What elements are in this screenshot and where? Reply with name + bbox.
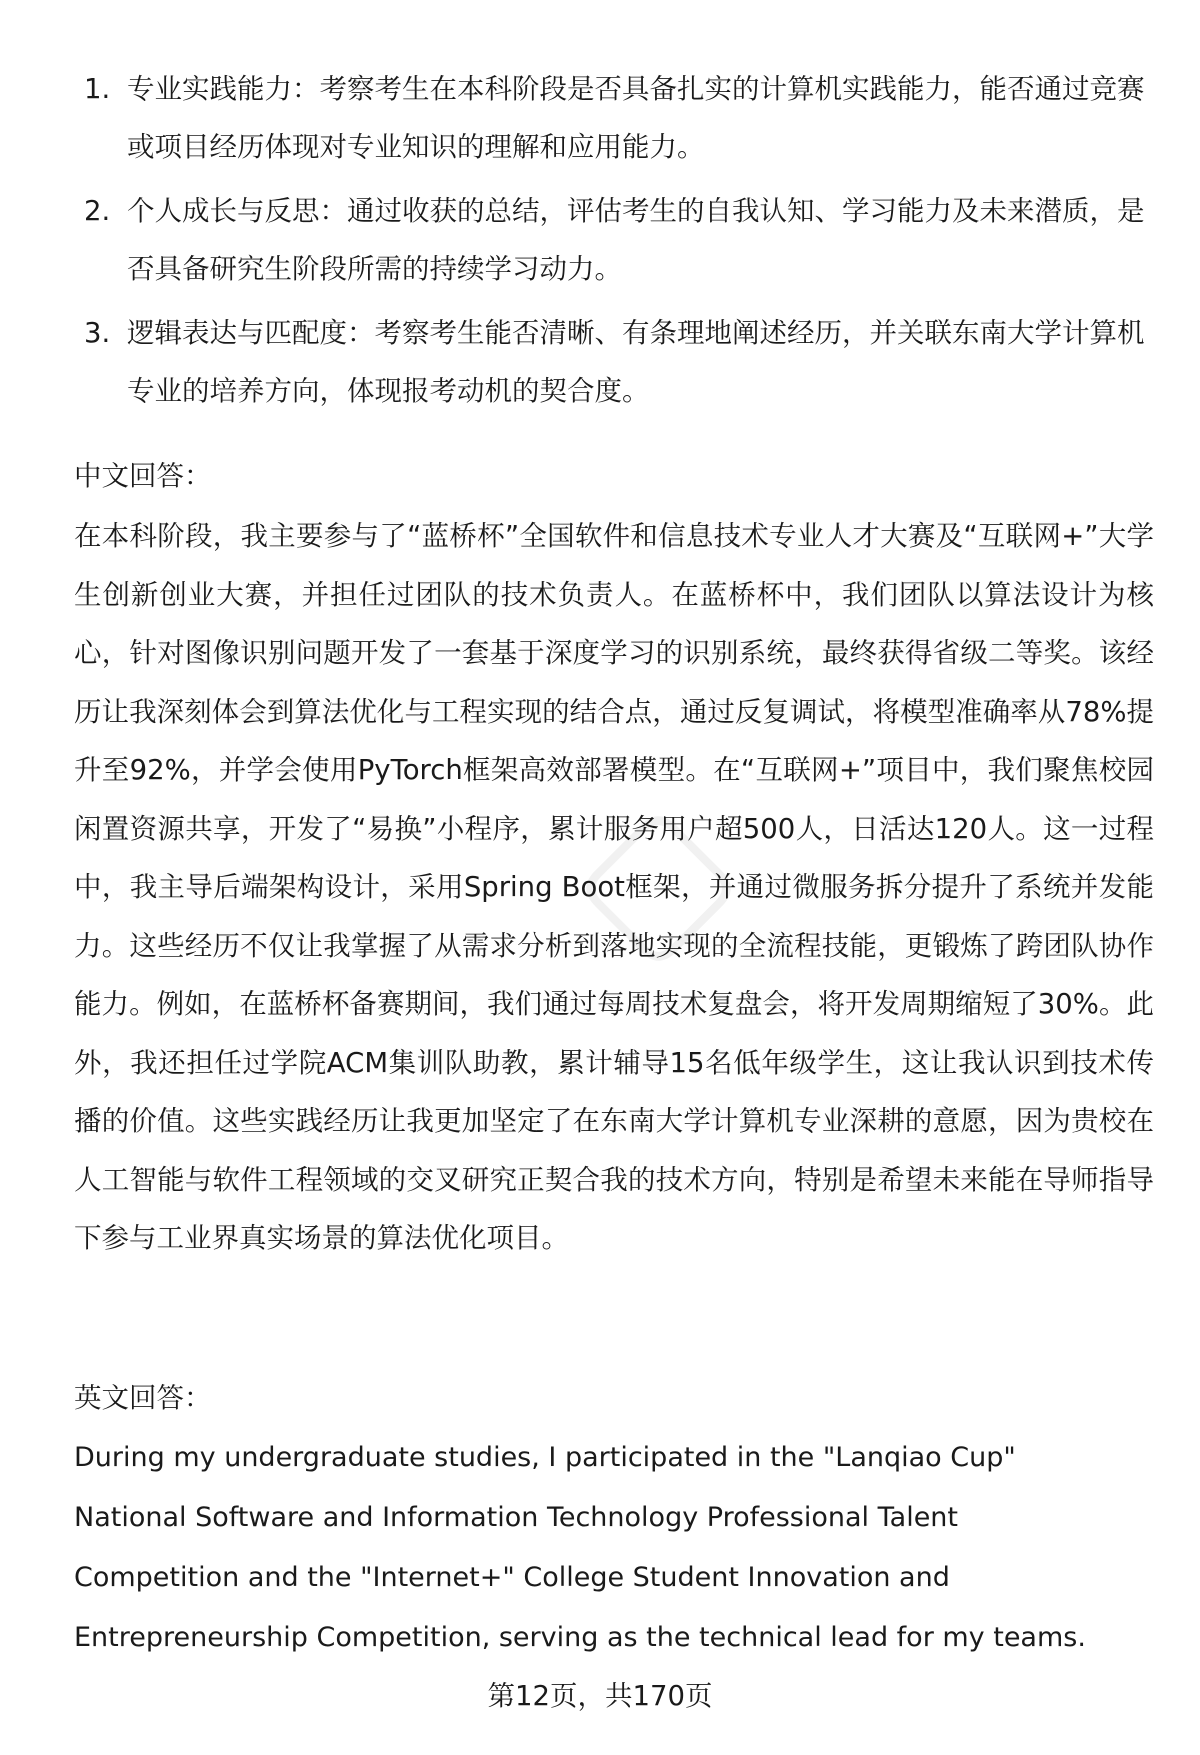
english-answer-paragraph — [74, 1428, 1154, 1668]
english-answer-line: Competition and the "Internet+" College Student Innovation and — [74, 1562, 950, 1593]
criteria-number: 3. — [84, 317, 111, 349]
criteria-text: 个人成长与反思：通过收获的总结，评估考生的自我认知、学习能力及未来潜质，是否具备研究生阶段所需的持续学习动力。 — [127, 195, 1145, 285]
page-number-footer: 第12页，共170页 — [487, 1680, 713, 1712]
evaluation-criteria-list — [74, 60, 1154, 426]
english-answer-label: 英文回答： — [74, 1382, 212, 1414]
criteria-item — [74, 60, 1154, 176]
english-answer-line: Entrepreneurship Competition, serving as the technical lead for my teams. — [74, 1622, 1086, 1653]
criteria-item — [74, 182, 1154, 298]
english-answer-line: During my undergraduate studies, I participated in the "Lanqiao Cup" — [74, 1442, 1016, 1473]
criteria-number: 1. — [84, 73, 111, 105]
chinese-answer-paragraph: 在本科阶段，我主要参与了“蓝桥杯”全国软件和信息技术专业人才大赛及“互联网+”大学生创新创业大赛，并担任过团队的技术负责人。在蓝桥杯中，我们团队以算法设计为核心，针对图像识别问题开发了一套基于深度学习的识别系统，最终获得省级二等奖。该经历让我深刻体会到算法优化与工程实现的结合点，通过反复调试，将模型准确率从78%提升至92%，并学会使用PyTorch框架高效部署模型。在“互联网+”项目中，我们聚焦校园闲置资源共享，开发了“易换”小程序，累计服务用户超500人，日活达120人。这一过程中，我主导后端架构设计，采用Spring Boot框架，并通过微服务拆分提升了系统并发能力。这些经历不仅让我掌握了从需求分析到落地实现的全流程技能，更锻炼了跨团队协作能力。例如，在蓝桥杯备赛期间，我们通过每周技术复盘会，将开发周期缩短了30%。此外，我还担任过学院ACM集训队助教，累计辅导15名低年级学生，这让我认识到技术传播的价值。这些实践经历让我更加坚定了在东南大学计算机专业深耕的意愿，因为贵校在人工智能与软件工程领域的交叉研究正契合我的技术方向，特别是希望未来能在导师指导下参与工业界真实场景的算法优化项目。 — [74, 520, 1154, 1254]
criteria-text: 逻辑表达与匹配度：考察考生能否清晰、有条理地阐述经历，并关联东南大学计算机专业的培养方向，体现报考动机的契合度。 — [127, 317, 1145, 407]
criteria-item — [74, 304, 1154, 420]
criteria-text: 专业实践能力：考察考生在本科阶段是否具备扎实的计算机实践能力，能否通过竞赛或项目经历体现对专业知识的理解和应用能力。 — [127, 73, 1145, 163]
english-answer-line: National Software and Information Technology Professional Talent — [74, 1502, 958, 1533]
chinese-answer-label: 中文回答： — [74, 460, 212, 492]
watermark: ▢ — [538, 768, 762, 992]
criteria-number: 2. — [84, 195, 111, 227]
